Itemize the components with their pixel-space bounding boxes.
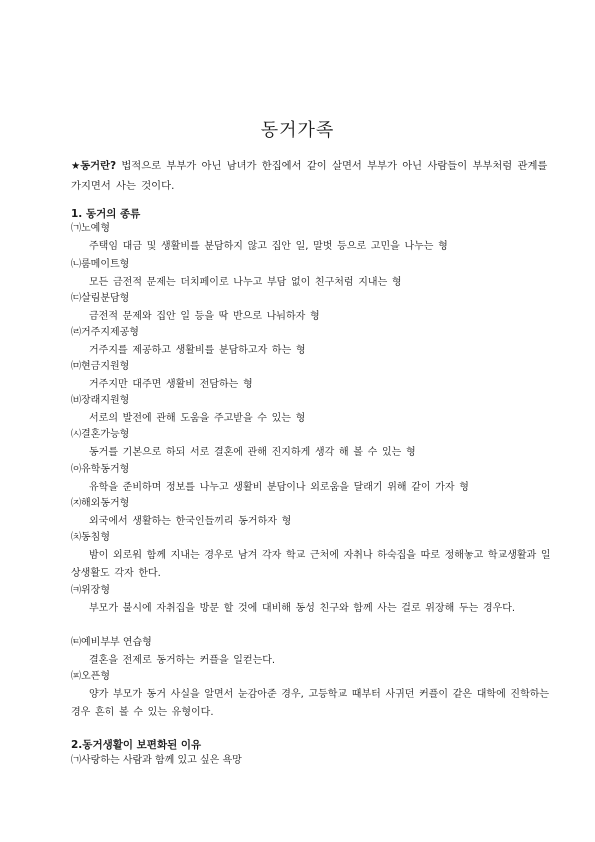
type-description: 거주지만 대주면 생활비 전담하는 형	[89, 379, 253, 390]
type-item	[71, 529, 551, 583]
type-title: ㈉동침형	[71, 532, 110, 543]
type-title: ㈇유학동거형	[71, 464, 130, 475]
type-item	[71, 668, 551, 722]
type-item	[71, 426, 551, 462]
type-item	[71, 495, 551, 531]
type-item	[71, 634, 551, 670]
reason-item	[71, 752, 551, 770]
type-item	[71, 582, 551, 618]
type-title: ㈁룸메이트형	[71, 259, 130, 270]
section-1-heading: 1. 동거의 종류	[71, 208, 141, 220]
page-title: 동거가족	[260, 120, 335, 141]
type-title: ㈄현금지원형	[71, 361, 130, 372]
intro-label: ★동거란?	[71, 160, 117, 172]
type-title: ㈋예비부부 연습형	[71, 637, 152, 648]
reason-title: ㈀사랑하는 사람과 함께 있고 싶은 욕망	[71, 755, 242, 766]
type-description: 동거를 기본으로 하되 서로 결혼에 관해 진지하게 생각 해 볼 수 있는 형	[89, 447, 416, 458]
type-title: ㈈해외동거형	[71, 498, 130, 509]
intro-paragraph	[71, 157, 551, 196]
type-description: 외국에서 생활하는 한국인들끼리 동거하자 형	[89, 516, 292, 527]
type-item	[71, 461, 551, 497]
type-description: 부모가 불시에 자취집을 방문 할 것에 대비해 동성 친구와 함께 사는 걸로 위장해 두는 경우다.	[89, 603, 516, 614]
type-description: 모든 금전적 문제는 더치페이로 나누고 부담 없이 친구처럼 지내는 형	[89, 277, 402, 288]
type-item	[71, 290, 551, 326]
intro-text: 법적으로 부부가 아닌 남녀가 한집에서 같이 살면서 부부가 아닌 사람들이 부부처럼 관계를 가지면서 사는 것이다.	[71, 160, 548, 192]
type-title: ㈆결혼가능형	[71, 429, 130, 440]
type-item	[71, 256, 551, 292]
type-item	[71, 392, 551, 428]
type-description: 금전적 문제와 집안 일 등을 딱 반으로 나눠하자 형	[89, 311, 320, 322]
type-title: ㈃거주지제공형	[71, 327, 139, 338]
type-title: ㈀노예형	[71, 223, 110, 234]
type-item	[71, 220, 551, 256]
section-2-heading: 2.동거생활이 보편화된 이유	[71, 739, 202, 751]
type-title: ㈊위장형	[71, 585, 110, 596]
type-description: 밤이 외로워 함께 지내는 경우로 남겨 각자 학교 근처에 자취나 하숙집을 따로 정해놓고 학교생활과 일상생활도 각자 한다.	[71, 550, 551, 579]
type-description: 유학을 준비하며 정보를 나누고 생활비 분담이나 외로움을 달래기 위해 같이 가자 형	[89, 482, 469, 493]
type-description: 서로의 발전에 관해 도움을 주고받을 수 있는 형	[89, 413, 306, 424]
type-description: 양가 부모가 동거 사실을 알면서 눈감아준 경우, 고등학교 때부터 사귀던 커플이 같은 대학에 진학하는 경우 흔히 볼 수 있는 유형이다.	[71, 689, 550, 718]
type-title: ㈌오픈형	[71, 671, 110, 682]
type-item	[71, 324, 551, 360]
type-title: ㈅장래지원형	[71, 395, 130, 406]
type-description: 결혼을 전제로 동거하는 커플을 일컫는다.	[89, 655, 276, 666]
type-title: ㈂살림분담형	[71, 293, 130, 304]
type-item	[71, 358, 551, 394]
type-description: 거주지를 제공하고 생활비를 분담하고자 하는 형	[89, 345, 306, 356]
type-description: 주택임 대금 및 생활비를 분담하지 않고 집안 일, 말벗 등으로 고민을 나누는 형	[89, 241, 448, 252]
